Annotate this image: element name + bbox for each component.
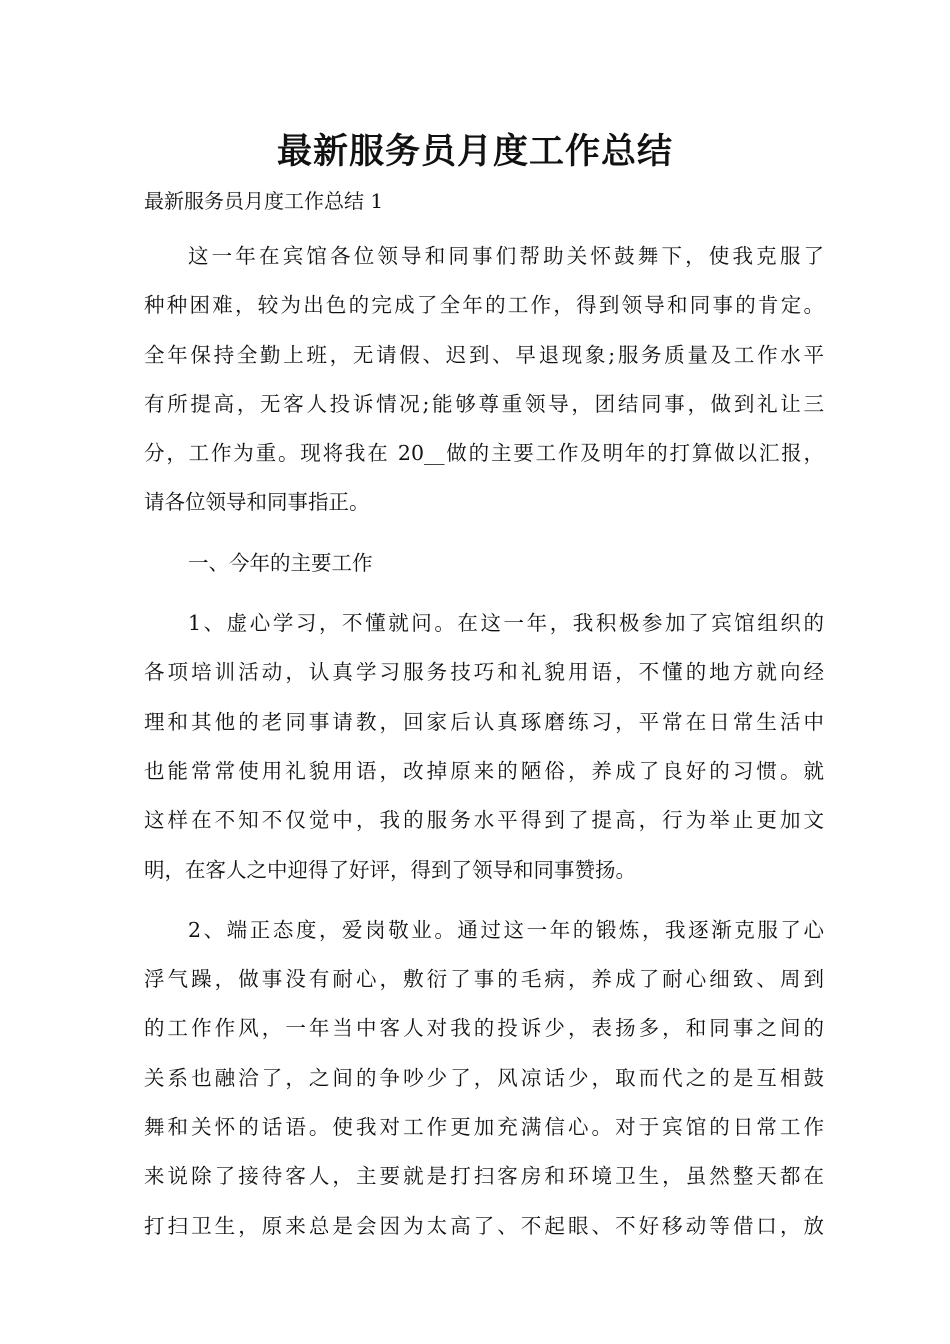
text-line: 来说除了接待客人，主要就是打扫客房和环境卫生，虽然整天都在 bbox=[144, 1164, 824, 1189]
text-line: 各项培训活动，认真学习服务技巧和礼貌用语，不懂的地方就向经 bbox=[144, 660, 824, 685]
text-line: 这样在不知不仅觉中，我的服务水平得到了提高，行为举止更加文 bbox=[144, 808, 824, 833]
paragraph bbox=[144, 599, 824, 895]
text-line: 种种困难，较为出色的完成了全年的工作，得到领导和同事的肯定。 bbox=[144, 293, 824, 318]
paragraph bbox=[144, 906, 824, 1251]
text-line: 也能常常使用礼貌用语，改掉原来的陋俗，养成了良好的习惯。就 bbox=[144, 758, 824, 783]
text-line: 请各位领导和同事指正。 bbox=[144, 490, 370, 515]
text-line: 分，工作为重。现将我在 20__做的主要工作及明年的打算做以汇报， bbox=[144, 441, 824, 466]
paragraph bbox=[144, 232, 824, 528]
text-line: 有所提高，无客人投诉情况;能够尊重领导，团结同事，做到礼让三 bbox=[144, 391, 824, 416]
text-line: 这一年在宾馆各位领导和同事们帮助关怀鼓舞下，使我克服了 bbox=[188, 244, 824, 268]
text-line: 一、今年的主要工作 bbox=[188, 550, 373, 575]
text-line: 关系也融洽了，之间的争吵少了，风凉话少，取而代之的是互相鼓 bbox=[144, 1065, 824, 1090]
text-line: 全年保持全勤上班，无请假、迟到、早退现象;服务质量及工作水平 bbox=[144, 342, 824, 367]
document-body bbox=[144, 232, 824, 1251]
text-line: 舞和关怀的话语。使我对工作更加充满信心。对于宾馆的日常工作 bbox=[144, 1115, 824, 1140]
text-line: 理和其他的老同事请教，回家后认真琢磨练习，平常在日常生活中 bbox=[144, 709, 824, 734]
text-line: 的工作作风，一年当中客人对我的投诉少，表扬多，和同事之间的 bbox=[144, 1016, 824, 1041]
text-line: 2、端正态度，爱岗敬业。通过这一年的锻炼，我逐渐克服了心 bbox=[188, 917, 824, 942]
section-heading bbox=[144, 539, 824, 588]
text-line: 明，在客人之中迎得了好评，得到了领导和同事赞扬。 bbox=[144, 857, 636, 882]
text-line: 浮气躁，做事没有耐心，敷衍了事的毛病，养成了耐心细致、周到 bbox=[144, 967, 824, 992]
text-line: 1、虚心学习，不懂就问。在这一年，我积极参加了宾馆组织的 bbox=[188, 611, 824, 636]
text-line: 打扫卫生，原来总是会因为太高了、不起眼、不好移动等借口，放 bbox=[144, 1213, 824, 1238]
document-subtitle: 最新服务员月度工作总结 1 bbox=[144, 189, 384, 213]
document-title: 最新服务员月度工作总结 bbox=[276, 132, 673, 172]
